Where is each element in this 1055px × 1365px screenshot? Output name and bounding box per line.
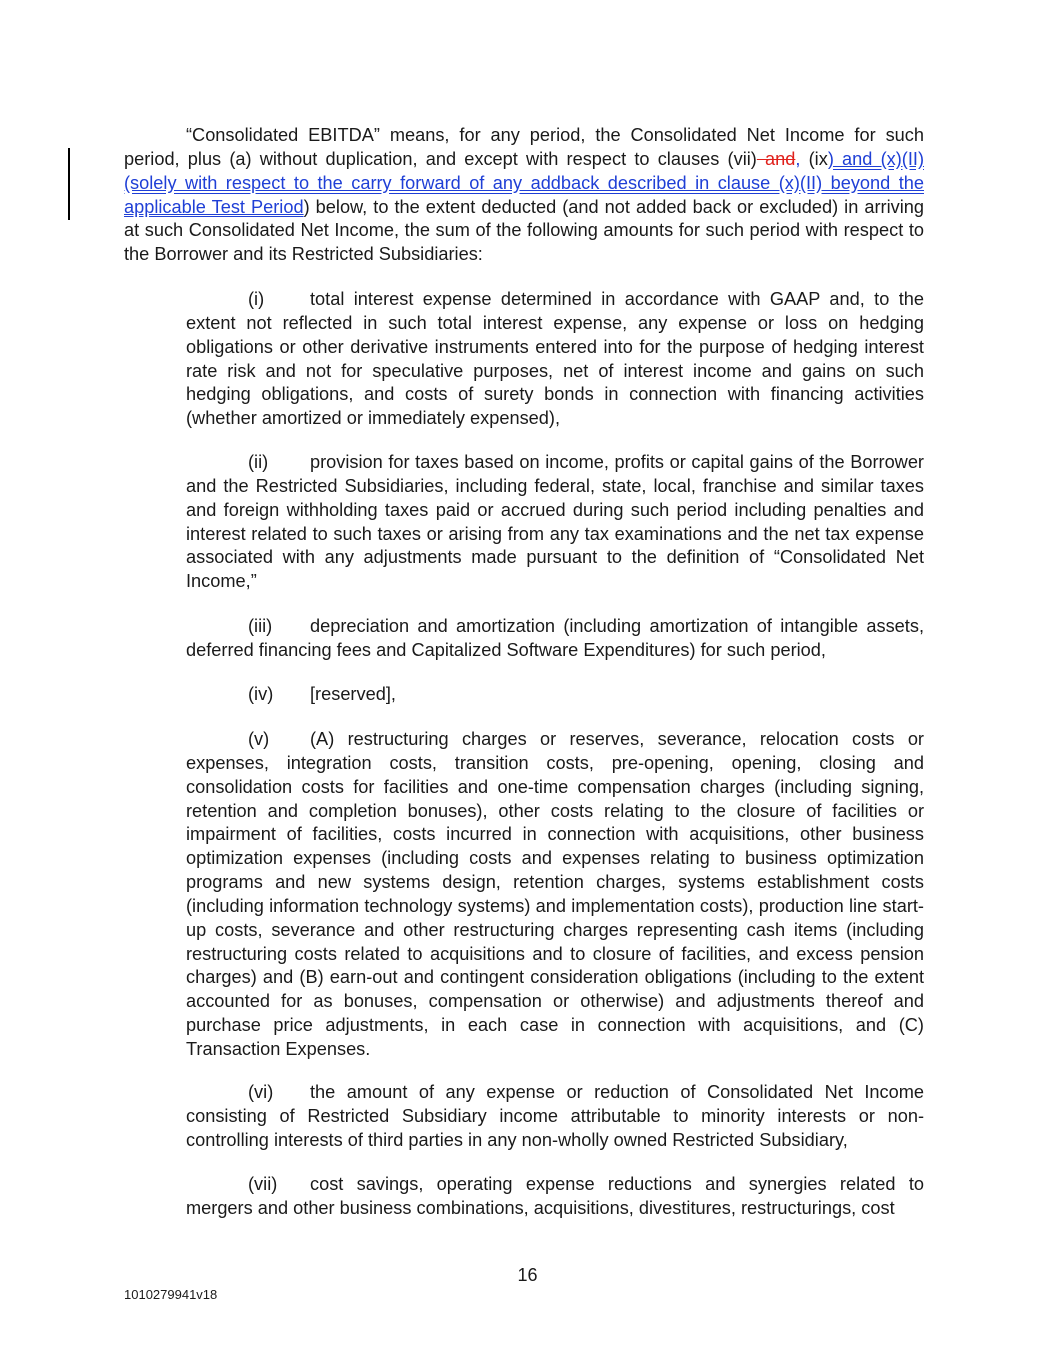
definition-text: ) below, to the extent deducted (and not added back or excluded) in arriving at such Consolidated Net Income, the sum of the following amounts for such period with respect to the Borrower and its Restricted Subsidiaries: bbox=[124, 196, 924, 265]
page-number: 16 bbox=[517, 1265, 538, 1285]
deleted-text: and bbox=[756, 148, 796, 169]
inserted-text: ) and (x)(II) (solely with respect to the carry forward of any addback described in clause (x)(II) beyond the applicable Test Period bbox=[124, 148, 924, 217]
clause-ii bbox=[186, 451, 924, 594]
clause-number: (iii) bbox=[248, 616, 273, 636]
clause-text: cost savings, operating expense reductions and synergies related to mergers and other business combinations, acquisitions, divestitures, restructurings, cost bbox=[186, 1174, 924, 1218]
definition-text: means, for any period, the Consolidated Net Income for such period, plus (a) without duplication, and except with respect to clauses (vii) bbox=[124, 125, 924, 169]
clause-text: depreciation and amortization (including amortization of intangible assets, deferred financing fees and Capitalized Software Expenditures) for such period, bbox=[186, 616, 924, 660]
clause-text: (A) restructuring charges or reserves, severance, relocation costs or expenses, integration costs, transition costs, pre-opening, opening, closing and consolidation costs for facilities and one-time compensation charges (including signing, retention and completion bonuses), other costs relating to the closure of facilities or impairment of facilities, costs incurred in connection with acquisitions, other business optimization expenses (including costs and expenses relating to business optimization programs and new systems design, retention charges, systems establishment costs (including information technology systems) and implementation costs), production line start-up costs, severance and other restructuring charges representing cash items (including restructuring costs related to acquisitions and to closure of facilities, and excess pension charges) and (B) earn-out and contingent consideration obligations (including to the extent accounted for as bonuses, compensation or otherwise) and adjustments thereof and purchase price adjustments, in each case in connection with acquisitions, and (C) Transaction Expenses. bbox=[186, 729, 924, 1059]
clause-iii bbox=[186, 615, 924, 663]
clause-number: (vii) bbox=[248, 1174, 278, 1194]
definition-text: (ix bbox=[800, 148, 828, 169]
clause-text: [reserved], bbox=[310, 684, 396, 704]
clause-text: provision for taxes based on income, profits or capital gains of the Borrower and the Restricted Subsidiaries, including federal, state, local, franchise and similar taxes and foreign withholding taxes paid or accrued during such period including penalties and interest related to such taxes or arising from any tax examinations and the net tax expense associated with any adjustments made pursuant to the definition of “Consolidated Net Income,” bbox=[186, 452, 924, 592]
clause-text: the amount of any expense or reduction of Consolidated Net Income consisting of Restricted Subsidiary income attributable to minority interests or non-controlling interests of third parties in any non-wholly owned Restricted Subsidiary, bbox=[186, 1082, 924, 1150]
clause-number: (vi) bbox=[248, 1082, 274, 1102]
clause-v bbox=[186, 728, 924, 1062]
inserted-text: , bbox=[795, 148, 801, 169]
defined-term: “Consolidated EBITDA” bbox=[186, 125, 380, 145]
consolidated-ebitda-definition bbox=[124, 124, 924, 267]
clause-text: total interest expense determined in accordance with GAAP and, to the extent not reflected in such total interest expense, any expense or loss on hedging obligations or other derivative instruments entered into for the purpose of hedging interest rate risk and not for speculative purposes, net of interest income and gains on such hedging obligations, and costs of surety bonds in connection with financing activities (whether amortized or immediately expensed), bbox=[186, 289, 924, 429]
clause-number: (iv) bbox=[248, 684, 274, 704]
clause-number: (ii) bbox=[248, 452, 269, 472]
document-id: 1010279941v18 bbox=[124, 1287, 218, 1302]
clause-vi bbox=[186, 1081, 924, 1153]
revision-change-bar bbox=[68, 148, 70, 220]
clause-number: (v) bbox=[248, 729, 270, 749]
clause-number: (i) bbox=[248, 289, 265, 309]
clause-i bbox=[186, 288, 924, 431]
clause-iv bbox=[186, 683, 924, 707]
clause-vii bbox=[186, 1173, 924, 1221]
